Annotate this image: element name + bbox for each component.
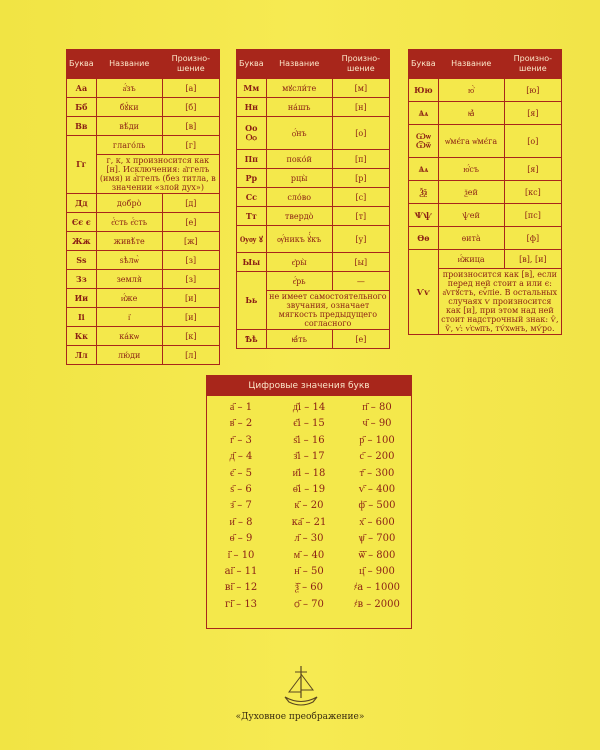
table-row [237, 188, 390, 207]
letter-cell: Гг [67, 136, 97, 194]
table-row [67, 270, 220, 289]
pron-cell: [пс] [504, 204, 561, 227]
pron-cell: [в] [162, 117, 219, 136]
name-cell: мꙋсли́те [266, 79, 332, 98]
numeric-column-3 [343, 400, 411, 613]
letter-cell: Єє є [67, 213, 97, 232]
pron-cell: [г] [162, 136, 219, 155]
name-cell: глаго́ль [96, 136, 162, 155]
name-cell: ѳита̀ [438, 227, 504, 250]
table-row [237, 207, 390, 226]
table-row [409, 181, 562, 204]
alphabet-table-3 [408, 49, 562, 335]
numeric-cell: ѱ҃ – 700 [358, 533, 396, 545]
name-cell: рцы̀ [266, 169, 332, 188]
pron-cell: [в], [и] [504, 250, 561, 269]
letter-cell: Нн [237, 98, 267, 117]
note-cell: г, к, х произносится как [н]. Исключения: а҆ггелъ (имя) и а҆́ггелъ (без титла, в значении «злой дух») [96, 155, 219, 194]
letter-cell: Ѳѳ [409, 227, 439, 250]
letter-cell: Вв [67, 117, 97, 136]
letter-cell: Юю [409, 79, 439, 102]
numeric-cell: і҃ – 10 [227, 549, 255, 561]
numeric-cell: є҃і – 15 [293, 418, 325, 430]
numeric-cell: в҃ – 2 [229, 418, 253, 430]
table-row [67, 308, 220, 327]
table-row [237, 117, 390, 150]
pron-cell: [и] [162, 289, 219, 308]
header-pronunciation: Произно-шение [332, 50, 389, 79]
table-row [409, 250, 562, 269]
table-row [67, 327, 220, 346]
note-cell: произносится как [в], если перед ней стоит а или є: а҆ѵгꙋ́стъ, єѵⷢ҇ліе. В остальных случаях ѵ произносится как [и], при этом над ней стоит надстрочный знак: ѵ̑, ѷ, ѵ҆: ѵ҆сѡ́пъ, тѵ́хѡнъ, мѵ́ро. [438, 269, 561, 335]
pron-cell: [ж] [162, 232, 219, 251]
table-row [67, 98, 220, 117]
header-pronunciation: Произно-шение [162, 50, 219, 79]
numeric-cell: ҂в – 2000 [354, 598, 400, 610]
pron-cell: [н] [332, 98, 389, 117]
table-row [237, 79, 390, 98]
pron-cell: [ю] [504, 79, 561, 102]
table-row [409, 125, 562, 158]
letter-cell: Кк [67, 327, 97, 346]
numeric-cell: м҃ – 40 [293, 549, 325, 561]
numeric-cell: ѕ҃ – 6 [230, 483, 252, 495]
letter-cell: Ѧѧ [409, 158, 439, 181]
letter-cell: Жж [67, 232, 97, 251]
numeric-cell: ка҃ – 21 [291, 516, 327, 528]
numeric-cell: ѿ҃ – 800 [358, 549, 396, 561]
name-cell: є҆́рь [266, 272, 332, 291]
numeric-cell: ві҃ – 12 [224, 582, 258, 594]
numeric-cell: н҃ – 50 [294, 565, 324, 577]
numeric-cell: л҃ – 30 [294, 533, 324, 545]
name-cell: вѣ́ди [96, 117, 162, 136]
numeric-cell: з҃і – 17 [293, 451, 325, 463]
name-cell: лю́ди [96, 346, 162, 365]
note-cell: не имеет самостоятельного звучания, означает мягкость предыдущего согласного [266, 291, 389, 330]
letter-cell: Ѧѧ [409, 102, 439, 125]
numeric-cell: ѯ҃ – 60 [294, 582, 324, 594]
table-row [67, 251, 220, 270]
name-cell: є҆́сть є҆́сть [96, 213, 162, 232]
name-cell: ѯей [438, 181, 504, 204]
letter-cell: Тт [237, 207, 267, 226]
name-cell: ꙗ҆̀ [438, 102, 504, 125]
name-cell: і҆ [96, 308, 162, 327]
letter-cell: Аа [67, 79, 97, 98]
table-row [237, 150, 390, 169]
name-cell: земля̀ [96, 270, 162, 289]
pron-cell: [б] [162, 98, 219, 117]
name-cell: ѱей [438, 204, 504, 227]
pron-cell: [ы] [332, 253, 389, 272]
name-cell: ю҆́съ [438, 158, 504, 181]
numeric-cell: р҃ – 100 [359, 434, 395, 446]
pron-cell: [а] [162, 79, 219, 98]
pron-cell: [м] [332, 79, 389, 98]
name-cell: поко́й [266, 150, 332, 169]
alphabet-table-1 [66, 49, 220, 365]
header-pronunciation: Произно-шение [504, 50, 561, 79]
table-row [67, 194, 220, 213]
numeric-values-title: Цифровые значения букв [207, 376, 411, 396]
pron-cell: [я] [504, 158, 561, 181]
numeric-cell: ч҃ – 90 [362, 418, 392, 430]
letter-cell: Ѹѹ ꙋ [237, 226, 267, 253]
table-header-row [237, 50, 390, 79]
numeric-cell: а҃ – 1 [229, 402, 253, 413]
pron-cell: [з] [162, 251, 219, 270]
numeric-column-1 [207, 400, 275, 613]
header-name: Название [438, 50, 504, 79]
numeric-cell: и҃і – 18 [292, 467, 326, 479]
numeric-cell: ц҃ – 900 [359, 565, 395, 577]
name-cell: ѹ҆́никъ ꙋ҆́къ [266, 226, 332, 253]
numeric-cell: с҃ – 200 [359, 451, 395, 463]
letter-cell: Оо Ѻѻ [237, 117, 267, 150]
table-row [67, 232, 220, 251]
name-cell: є҆ры̀ [266, 253, 332, 272]
table-row [67, 346, 220, 365]
numeric-cell: ѻ҃ – 70 [294, 598, 324, 610]
name-cell: бꙋ́ки [96, 98, 162, 117]
numeric-cell: ѕ҃і – 16 [293, 434, 325, 446]
table-row [409, 227, 562, 250]
numeric-cell: ѵ҃ – 400 [358, 483, 396, 495]
pron-cell: [е] [332, 330, 389, 349]
numeric-cell: з҃ – 7 [230, 500, 252, 512]
numeric-cell: д҃ – 4 [229, 451, 253, 463]
numeric-cell: х҃ – 600 [359, 516, 395, 528]
name-cell: ю҆̀ [438, 79, 504, 102]
letter-cell: Ѣѣ [237, 330, 267, 349]
pron-cell: [л] [162, 346, 219, 365]
pron-cell: [ф] [504, 227, 561, 250]
numeric-cell: аі҃ – 11 [224, 565, 258, 577]
letter-cell: Зз [67, 270, 97, 289]
letter-cell: Ѱѱ [409, 204, 439, 227]
table-row [67, 213, 220, 232]
letter-cell: Ѡѡ Ѿѿ [409, 125, 439, 158]
numeric-cell: ѳ҃і – 19 [292, 483, 326, 495]
letter-cell: Іі [67, 308, 97, 327]
table-row [237, 226, 390, 253]
name-cell: добро̀ [96, 194, 162, 213]
numeric-column-2 [275, 400, 343, 613]
name-cell: ѻ҆́нъ [266, 117, 332, 150]
pron-cell: [и] [162, 308, 219, 327]
numeric-cell: є҃ – 5 [229, 467, 252, 479]
table-row [67, 136, 220, 155]
pron-cell: [п] [332, 150, 389, 169]
pron-cell: [кс] [504, 181, 561, 204]
numeric-cell: г҃ – 3 [230, 434, 252, 446]
table-row [237, 253, 390, 272]
name-cell: твердо̀ [266, 207, 332, 226]
name-cell: и҆́жица [438, 250, 504, 269]
numeric-cell: п҃ – 80 [362, 402, 392, 413]
pron-cell: [о] [332, 117, 389, 150]
letter-cell: Рр [237, 169, 267, 188]
ship-logo-icon [279, 664, 323, 710]
numeric-values-table [206, 375, 412, 629]
table-row [237, 98, 390, 117]
name-cell: ѕѣлѡ̀ [96, 251, 162, 270]
letter-cell: Бб [67, 98, 97, 117]
table-header-row [67, 50, 220, 79]
numeric-cell: и҃ – 8 [229, 516, 253, 528]
letter-cell: Мм [237, 79, 267, 98]
pron-cell: [е] [162, 213, 219, 232]
table-row [237, 330, 390, 349]
letter-cell: Ии [67, 289, 97, 308]
table-row [409, 79, 562, 102]
table-row [409, 102, 562, 125]
name-cell: живѣ́те [96, 232, 162, 251]
letter-cell: Ыы [237, 253, 267, 272]
numeric-cell: к҃ – 20 [294, 500, 324, 512]
pron-cell: [я] [504, 102, 561, 125]
header-name: Название [96, 50, 162, 79]
name-cell: на́шъ [266, 98, 332, 117]
pron-cell: [с] [332, 188, 389, 207]
numeric-cell: ф҃ – 500 [358, 500, 396, 512]
publisher-name: «Духовное преображение» [235, 712, 365, 722]
table-row [67, 79, 220, 98]
name-cell: ка́кѡ [96, 327, 162, 346]
numeric-cell: гі҃ – 13 [224, 598, 258, 610]
pron-cell: [т] [332, 207, 389, 226]
name-cell: сло́во [266, 188, 332, 207]
table-row [409, 158, 562, 181]
numeric-cell: ҂а – 1000 [353, 582, 401, 594]
letter-cell: Лл [67, 346, 97, 365]
header-name: Название [266, 50, 332, 79]
table-row [67, 289, 220, 308]
letter-cell: Ѵѵ [409, 250, 439, 335]
table-row [67, 117, 220, 136]
header-letter: Буква [409, 50, 439, 79]
table-header-row [409, 50, 562, 79]
numeric-cell: т҃ – 300 [359, 467, 395, 479]
letter-cell: Дд [67, 194, 97, 213]
pron-cell: [з] [162, 270, 219, 289]
header-letter: Буква [67, 50, 97, 79]
pron-cell: — [332, 272, 389, 291]
name-cell: а҆́зъ [96, 79, 162, 98]
numeric-cell: ѳ҃ – 9 [229, 533, 253, 545]
letter-cell: Пп [237, 150, 267, 169]
letter-cell: Ѕѕ [67, 251, 97, 270]
name-cell: ѡ҆мє́га ѡ҆мє́га [438, 125, 504, 158]
letter-cell: Ѯѯ [409, 181, 439, 204]
pron-cell: [о] [504, 125, 561, 158]
table-row [409, 204, 562, 227]
name-cell: и҆́же [96, 289, 162, 308]
pron-cell: [у] [332, 226, 389, 253]
name-cell: ꙗ҆́ть [266, 330, 332, 349]
pron-cell: [к] [162, 327, 219, 346]
pron-cell: [р] [332, 169, 389, 188]
numeric-cell: д҃і – 14 [292, 402, 326, 413]
pron-cell: [д] [162, 194, 219, 213]
table-row [237, 272, 390, 291]
letter-cell: Сс [237, 188, 267, 207]
header-letter: Буква [237, 50, 267, 79]
letter-cell: Ьь [237, 272, 267, 330]
alphabet-table-2 [236, 49, 390, 349]
table-row [237, 169, 390, 188]
